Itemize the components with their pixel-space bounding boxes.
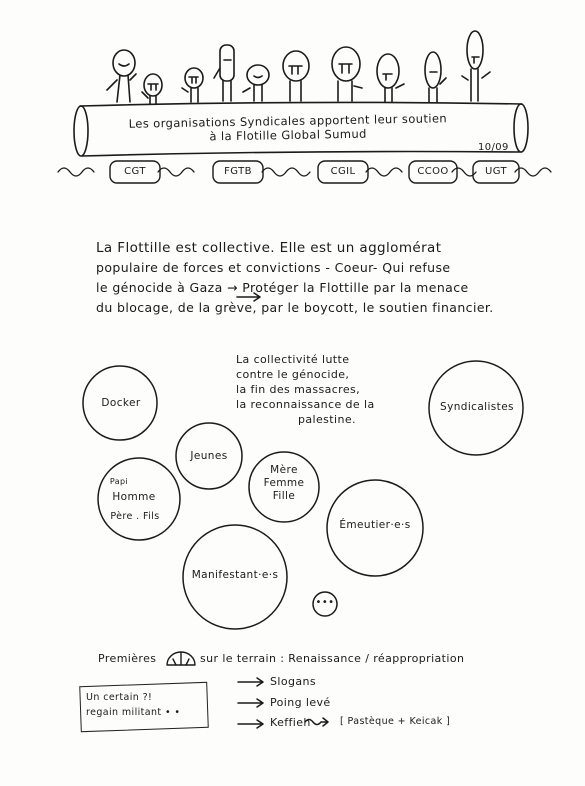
union-tag-fgtb: FGTB	[224, 166, 252, 177]
famille-femme: Femme	[263, 477, 305, 489]
item-slogans: Slogans	[270, 675, 316, 688]
bubble-jeunes: Jeunes	[190, 450, 228, 462]
famille-mere: Mère	[270, 464, 298, 476]
item-keffieh: Keffieh	[270, 716, 311, 729]
intro-line-4: du blocage, de la grève, par le boycott, le soutien financier.	[96, 300, 494, 315]
regain-line-2: regain militant • •	[86, 707, 181, 718]
center-line-1: La collectivité lutte	[236, 353, 350, 366]
bubble-emeutiers: Émeutier·e·s	[339, 519, 411, 531]
banner-line-2: à la Flotille Global Sumud	[209, 126, 367, 144]
intro-paragraph	[96, 238, 536, 318]
banner-line-1: Les organisations Syndicales apportent leur soutien	[128, 111, 448, 131]
watermelon-icon	[167, 652, 195, 665]
famille-fille: Fille	[272, 490, 296, 502]
intro-line-2: populaire de forces et convictions - Coeur- Qui refuse	[96, 260, 451, 275]
regain-line-1: Un certain ?!	[86, 692, 153, 703]
union-tag-ugt: UGT	[484, 166, 508, 177]
bubble-manifestants: Manifestant·e·s	[191, 569, 279, 581]
collectivity-statement	[236, 352, 375, 427]
intro-line-1: La Flottille est collective. Elle est un agglomérat	[96, 240, 442, 256]
union-tag-cgil: CGIL	[330, 166, 356, 177]
bubble-papi: Papi	[109, 477, 129, 486]
center-line-4: la reconnaissance de la	[236, 398, 375, 411]
center-line-2: contre le génocide,	[236, 368, 350, 381]
item-poing-leve: Poing levé	[270, 696, 331, 709]
protester-figures	[107, 31, 490, 104]
bubble-docker: Docker	[101, 397, 141, 409]
bubble-famille	[254, 464, 314, 503]
regain-text	[86, 690, 190, 720]
premieres-label: Premières	[98, 652, 157, 665]
center-line-5: palestine.	[298, 413, 356, 426]
center-line-3: la fin des massacres,	[236, 383, 361, 396]
union-tag-ccoo: CCOO	[417, 166, 449, 177]
bubble-syndicalistes: Syndicalistes	[440, 401, 514, 413]
banner-date: 10/09	[478, 142, 509, 153]
terrain-label: sur le terrain : Renaissance / réappropriation	[200, 652, 465, 665]
intro-line-3: le génocide à Gaza → Protéger la Flottille par la menace	[96, 280, 469, 295]
bubble-homme: Homme	[112, 491, 156, 503]
bubble-more-icon: •••	[315, 597, 335, 608]
union-tag-cgt: CGT	[124, 166, 146, 177]
keffieh-note: [ Pastèque + Keicak ]	[340, 716, 451, 727]
bubble-pere-fils: Père . Fils	[110, 511, 160, 522]
